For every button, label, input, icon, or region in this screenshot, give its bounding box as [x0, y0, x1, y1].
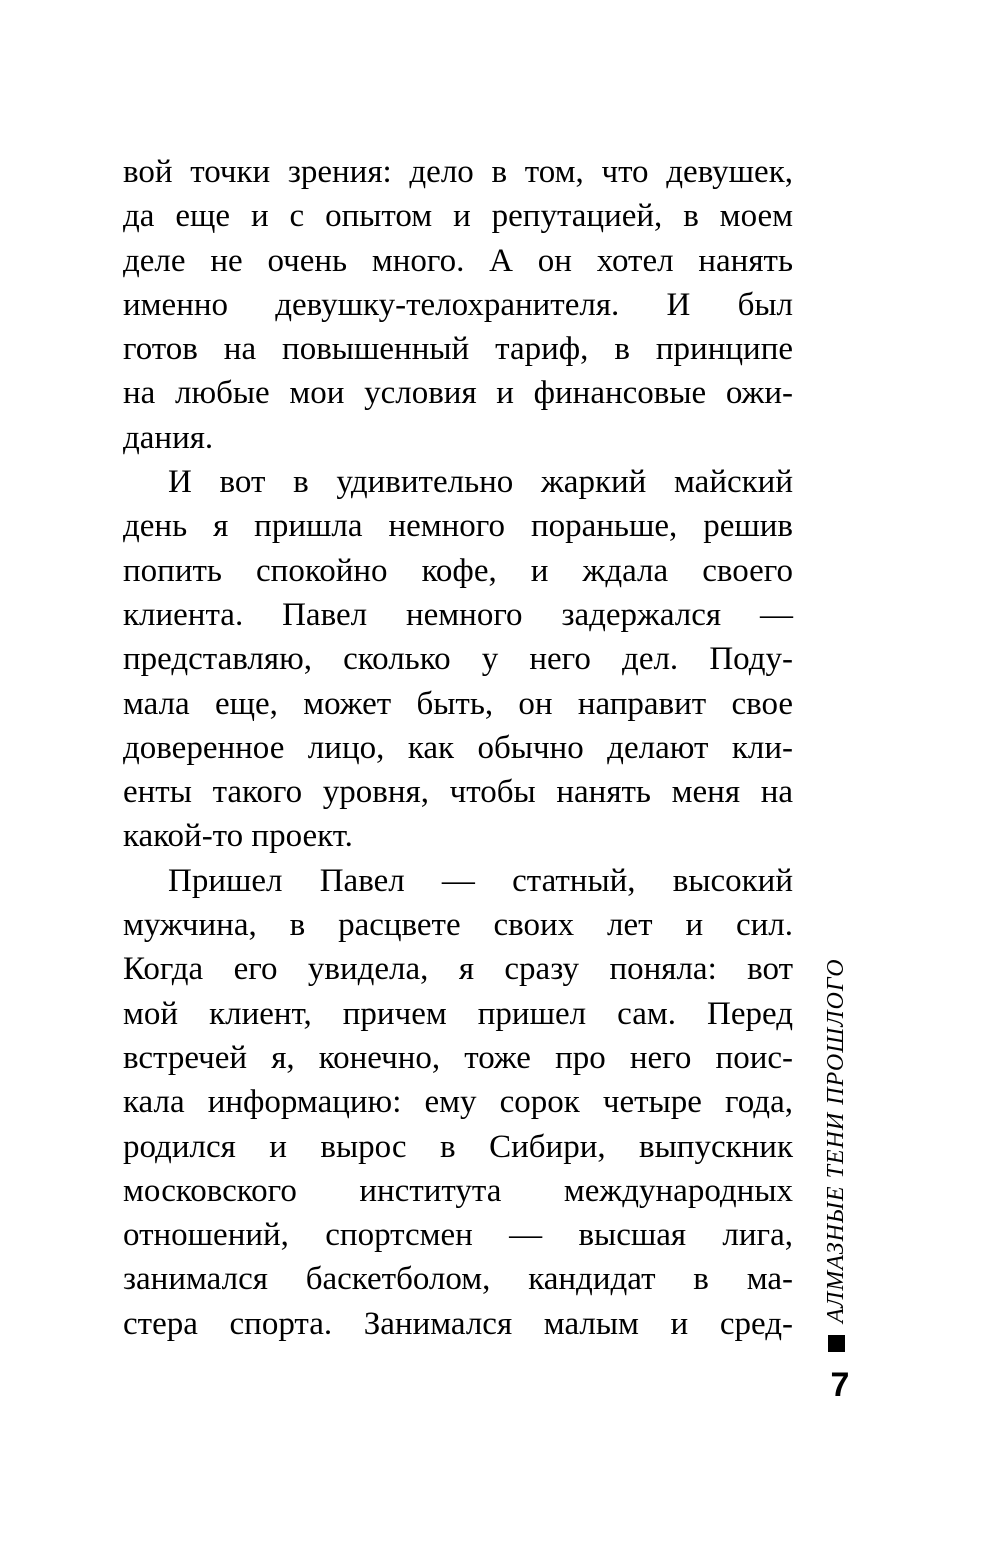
chapter-spine [822, 916, 850, 1352]
text-line: представляю, сколько у него дел. Поду- [123, 641, 793, 678]
text-line: отношений, спортсмен — высшая лига, [123, 1217, 793, 1254]
text-line: енты такого уровня, чтобы нанять меня на [123, 774, 793, 811]
text-line: занимался баскетболом, кандидат в ма- [123, 1261, 793, 1298]
text-line: мой клиент, причем пришел сам. Перед [123, 995, 793, 1032]
text-line: стера спорта. Занимался малым и сред- [123, 1305, 793, 1342]
square-marker-icon [828, 1335, 845, 1352]
text-line: Пришел Павел — статный, высокий [168, 862, 793, 899]
text-line: день я пришла немного пораньше, решив [123, 508, 793, 545]
text-line: на любые мои условия и финансовые ожи- [123, 375, 793, 412]
page-text [123, 150, 793, 1346]
text-line: именно девушку-телохранителя. И был [123, 286, 793, 323]
text-line: встречей я, конечно, тоже про него поис- [123, 1039, 793, 1076]
chapter-title-vertical: АЛМАЗНЫЕ ТЕНИ ПРОШЛОГО [822, 958, 849, 1323]
text-line: московского института международных [123, 1172, 793, 1209]
text-line: деле не очень много. А он хотел нанять [123, 242, 793, 279]
text-line: дания. [123, 419, 214, 456]
text-line: клиента. Павел немного задержался — [123, 596, 793, 633]
text-line: доверенное лицо, как обычно делают кли- [123, 729, 793, 766]
page-number: 7 [830, 1366, 850, 1404]
text-line: попить спокойно кофе, и ждала своего [123, 552, 793, 589]
text-line: готов на повышенный тариф, в принципе [123, 331, 793, 368]
text-line: И вот в удивительно жаркий майский [168, 464, 793, 501]
text-line: какой-то проект. [123, 818, 353, 855]
text-line: мужчина, в расцвете своих лет и сил. [123, 907, 793, 944]
text-line: Когда его увидела, я сразу поняла: вот [123, 951, 793, 988]
text-line: мала еще, может быть, он направит свое [123, 685, 793, 722]
text-line: да еще и с опытом и репутацией, в моем [123, 198, 793, 235]
text-line: родился и вырос в Сибири, выпускник [123, 1128, 793, 1165]
text-line: кала информацию: ему сорок четыре года, [123, 1084, 793, 1121]
text-line: вой точки зрения: дело в том, что девушек, [123, 154, 793, 190]
